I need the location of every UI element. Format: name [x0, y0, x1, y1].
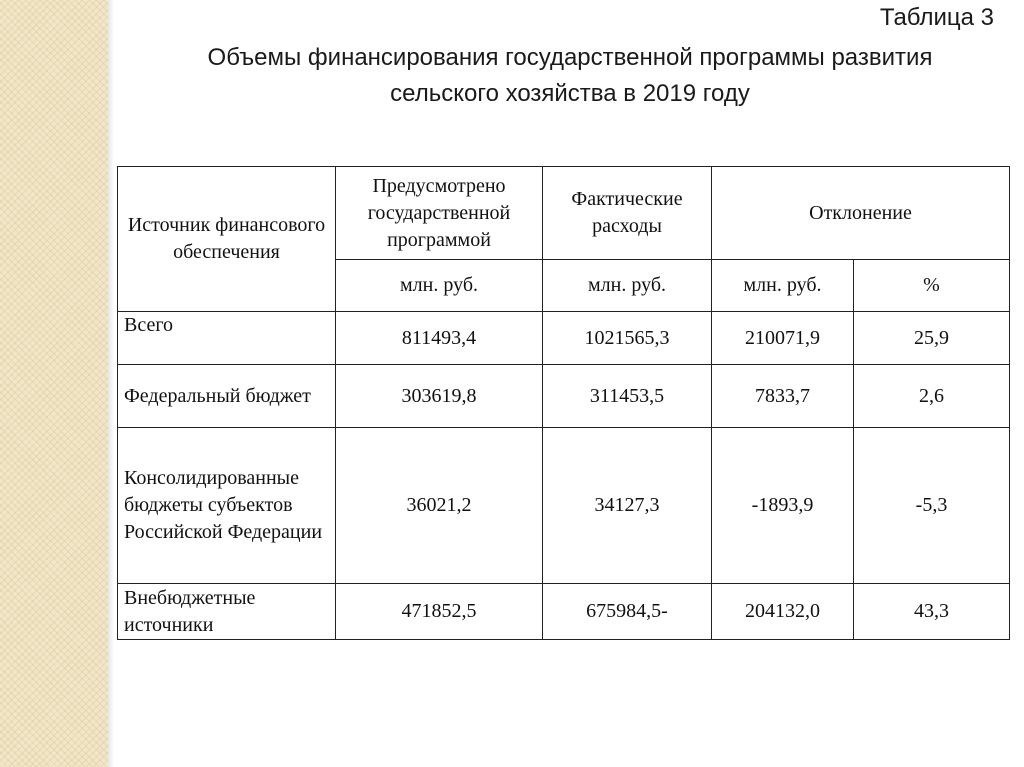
table-number-label: Таблица 3: [879, 4, 994, 31]
decorative-strip-shadow: [108, 0, 114, 767]
row-source: Внебюджетные источники: [118, 584, 336, 640]
table-row: [118, 584, 1010, 640]
header-deviation: Отклонение: [712, 167, 1010, 260]
cell-deviation-pct: 2,6: [854, 365, 1010, 428]
unit-actual: млн. руб.: [543, 260, 712, 312]
decorative-left-strip: [0, 0, 108, 767]
table-row: [118, 312, 1010, 365]
table-row: [118, 365, 1010, 428]
page-title: [120, 40, 1020, 112]
unit-planned: млн. руб.: [336, 260, 543, 312]
header-source: Источник финансового обеспечения: [118, 167, 336, 312]
title-line-1: Объемы финансирования государственной программы развития: [207, 44, 933, 71]
cell-deviation-pct: 25,9: [854, 312, 1010, 365]
cell-actual: 34127,3: [543, 428, 712, 584]
title-line-2: сельского хозяйства в 2019 году: [390, 80, 750, 107]
cell-deviation-abs: 204132,0: [712, 584, 854, 640]
header-actual: Фактические расходы: [543, 167, 712, 260]
cell-deviation-abs: 7833,7: [712, 365, 854, 428]
unit-deviation-pct: %: [854, 260, 1010, 312]
cell-planned: 811493,4: [336, 312, 543, 365]
cell-actual: 1021565,3: [543, 312, 712, 365]
row-source: Федеральный бюджет: [118, 365, 336, 428]
header-planned: Предусмотрено государственной программой: [336, 167, 543, 260]
unit-deviation-abs: млн. руб.: [712, 260, 854, 312]
table-row: [118, 428, 1010, 584]
cell-actual: 675984,5-: [543, 584, 712, 640]
header-row: [118, 167, 1010, 260]
cell-planned: 471852,5: [336, 584, 543, 640]
cell-deviation-abs: 210071,9: [712, 312, 854, 365]
cell-deviation-abs: -1893,9: [712, 428, 854, 584]
cell-deviation-pct: -5,3: [854, 428, 1010, 584]
row-source: Всего: [118, 312, 336, 365]
financing-table: [117, 166, 1010, 640]
cell-planned: 303619,8: [336, 365, 543, 428]
cell-deviation-pct: 43,3: [854, 584, 1010, 640]
cell-planned: 36021,2: [336, 428, 543, 584]
row-source: Консолидированные бюджеты субъектов Российской Федерации: [118, 428, 336, 584]
cell-actual: 311453,5: [543, 365, 712, 428]
